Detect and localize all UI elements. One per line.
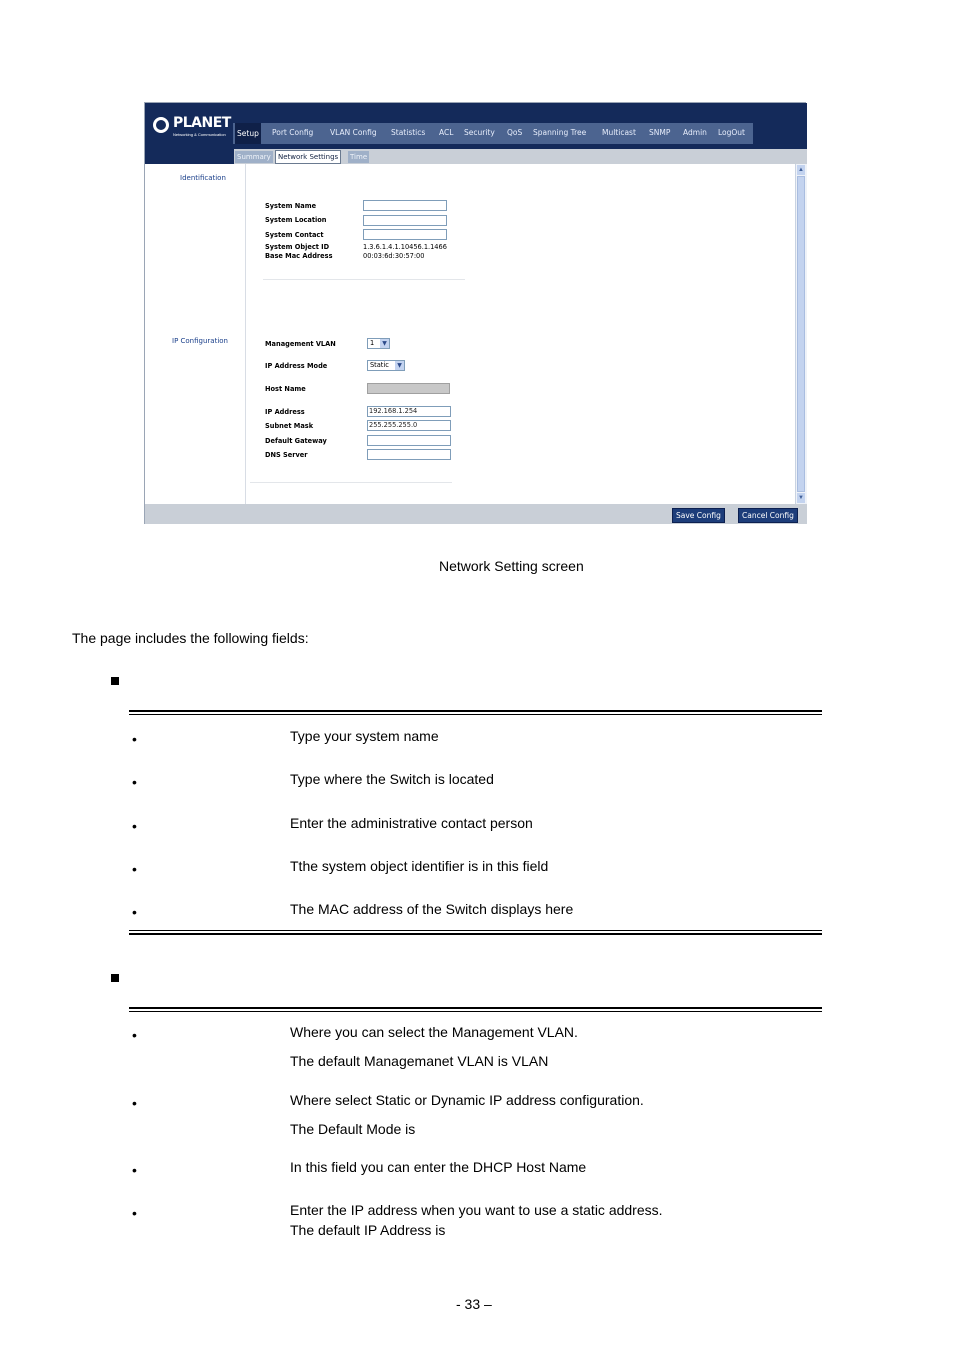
chevron-down-icon: ▼	[395, 361, 404, 370]
ip-address-input[interactable]: 192.168.1.254	[367, 406, 451, 417]
host-name-description: In this field you can enter the DHCP Host Name	[290, 1159, 587, 1175]
ip-address-mode-value: Static	[370, 361, 389, 369]
section-square-bullet	[111, 677, 119, 685]
logo-brand: PLANET	[173, 115, 231, 131]
tab-time[interactable]: Time	[350, 153, 368, 161]
table-top-rule	[129, 1007, 822, 1009]
vertical-scrollbar[interactable]	[795, 164, 807, 504]
ip-address-mode-label: IP Address Mode	[265, 362, 328, 370]
host-name-input[interactable]	[367, 383, 450, 394]
menu-logout[interactable]: LogOut	[718, 128, 745, 137]
button-bar	[145, 504, 807, 524]
system-name-input[interactable]	[363, 200, 447, 211]
tab-network-settings[interactable]: Network Settings	[275, 150, 341, 164]
ip-configuration-heading: IP Configuration	[172, 337, 228, 345]
base-mac-value: 00:03:6d:30:57:00	[363, 252, 425, 260]
table-bottom-rule	[129, 933, 822, 935]
dns-server-label: DNS Server	[265, 451, 308, 459]
bullet: •	[132, 904, 137, 920]
identification-heading: Identification	[180, 174, 226, 182]
bullet: •	[132, 861, 137, 877]
system-contact-description: Enter the administrative contact person	[290, 815, 533, 831]
section-square-bullet	[111, 974, 119, 982]
menu-security[interactable]: Security	[464, 128, 495, 137]
chevron-down-icon: ▼	[380, 339, 389, 348]
sub-menu-left-fill	[145, 149, 234, 164]
scroll-down-icon[interactable]: ▼	[798, 495, 804, 501]
bullet: •	[132, 1095, 137, 1111]
ip-address-description: Enter the IP address when you want to use a static address.	[290, 1202, 663, 1218]
cancel-config-button[interactable]: Cancel Config	[738, 508, 798, 523]
logo-mark-icon	[153, 117, 169, 133]
subnet-mask-input[interactable]: 255.255.255.0	[367, 420, 451, 431]
system-contact-input[interactable]	[363, 229, 447, 240]
dns-server-input[interactable]	[367, 449, 451, 460]
management-vlan-value: 1	[370, 339, 375, 347]
menu-setup[interactable]: Setup	[235, 123, 261, 144]
host-name-label: Host Name	[265, 385, 306, 393]
table-top-rule	[129, 710, 822, 712]
system-name-description: Type your system name	[290, 728, 439, 744]
menu-port-config[interactable]: Port Config	[272, 128, 314, 137]
system-name-label: System Name	[265, 202, 317, 210]
content-pane	[145, 164, 795, 504]
section-rail	[145, 164, 246, 504]
figure-caption: Network Setting screen	[439, 558, 584, 574]
sub-menu	[145, 149, 807, 164]
system-location-label: System Location	[265, 216, 327, 224]
menu-snmp[interactable]: SNMP	[649, 128, 671, 137]
main-menu	[233, 123, 753, 144]
system-contact-label: System Contact	[265, 231, 324, 239]
base-mac-description: The MAC address of the Switch displays here	[290, 901, 574, 917]
menu-admin[interactable]: Admin	[683, 128, 707, 137]
menu-multicast[interactable]: Multicast	[602, 128, 636, 137]
table-top-rule-inner	[129, 1011, 822, 1012]
bullet: •	[132, 731, 137, 747]
bullet: •	[132, 1162, 137, 1178]
planet-logo	[153, 115, 233, 139]
menu-qos[interactable]: QoS	[507, 128, 523, 137]
ip-address-mode-description: Where select Static or Dynamic IP address configuration.	[290, 1092, 644, 1108]
system-object-id-label: System Object ID	[265, 243, 330, 251]
tab-summary[interactable]: Summary	[237, 153, 271, 161]
top-banner	[145, 103, 807, 149]
bullet: •	[132, 1027, 137, 1043]
network-settings-screenshot	[144, 102, 806, 524]
menu-spanning-tree[interactable]: Spanning Tree	[533, 128, 587, 137]
ip-configuration-divider	[250, 482, 452, 483]
management-vlan-description: Where you can select the Management VLAN.	[290, 1024, 578, 1040]
menu-statistics[interactable]: Statistics	[391, 128, 426, 137]
management-vlan-default: The default Managemanet VLAN is VLAN	[290, 1053, 549, 1069]
management-vlan-select[interactable]	[367, 338, 390, 349]
menu-acl[interactable]: ACL	[439, 128, 454, 137]
system-location-input[interactable]	[363, 215, 447, 226]
bullet: •	[132, 1205, 137, 1221]
save-config-button[interactable]: Save Config	[672, 508, 725, 523]
logo-tagline: Networking & Communication	[173, 132, 226, 137]
ip-address-mode-select[interactable]	[367, 360, 405, 371]
management-vlan-label: Management VLAN	[265, 340, 336, 348]
scrollbar-thumb[interactable]	[797, 176, 805, 492]
table-bottom-rule-inner	[129, 930, 822, 931]
scroll-up-icon[interactable]: ▲	[798, 167, 804, 173]
intro-paragraph: The page includes the following fields:	[72, 630, 309, 646]
system-location-description: Type where the Switch is located	[290, 771, 494, 787]
default-gateway-input[interactable]	[367, 435, 451, 446]
default-gateway-label: Default Gateway	[265, 437, 327, 445]
system-object-id-value: 1.3.6.1.4.1.10456.1.1466	[363, 243, 447, 251]
ip-address-default: The default IP Address is	[290, 1222, 446, 1238]
ip-address-mode-default: The Default Mode is	[290, 1121, 416, 1137]
subnet-mask-label: Subnet Mask	[265, 422, 314, 430]
table-top-rule-inner	[129, 714, 822, 715]
system-object-id-description: Tthe system object identifier is in this field	[290, 858, 549, 874]
identification-divider	[263, 279, 465, 280]
page-number: - 33 –	[456, 1296, 492, 1312]
menu-vlan-config[interactable]: VLAN Config	[330, 128, 377, 137]
bullet: •	[132, 818, 137, 834]
base-mac-label: Base Mac Address	[265, 252, 333, 260]
ip-address-label: IP Address	[265, 408, 305, 416]
bullet: •	[132, 774, 137, 790]
